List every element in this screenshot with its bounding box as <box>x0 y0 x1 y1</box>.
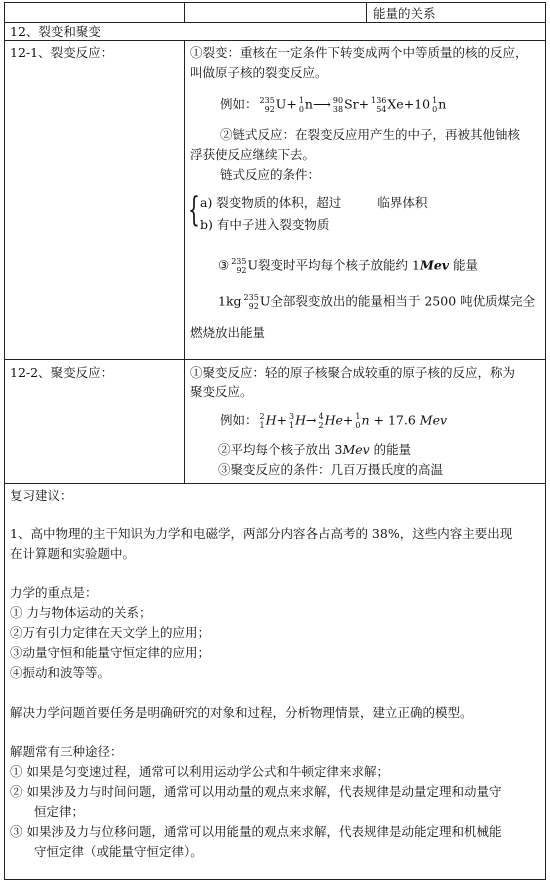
section-title: 12、裂变和聚变 <box>10 24 101 39</box>
chain-reaction-line2: 浮获使反应继续下去。 <box>190 147 316 162</box>
fusion-example: 例如： 2 1 H+ 3 1 H→ 4 2 He+ 1 0 n + 17.6 Mev <box>220 412 448 430</box>
header-cell-energy-relation: 能量的关系 <box>373 6 436 21</box>
condition-b: b) 有中子进入裂变物质 <box>200 217 330 232</box>
mechanics-item-1: ① 力与物体运动的关系； <box>10 605 152 620</box>
way-2-line1: ② 如果涉及力与时间问题，通常可以用动量的观点来求解，代表规律是动量定理和动量守 <box>10 784 502 799</box>
fission-label: 12-1、裂变反应： <box>10 45 114 60</box>
table-border-left <box>4 2 5 880</box>
fission-example: 例如： 235 92 U+ 1 0 n⟶ 90 38 Sr+ 136 54 Xe+10 1 0 n <box>220 96 447 114</box>
fission-energy-per-nucleon: ③ 235 92 U裂变时平均每个核子放能约 1Mev 能量 <box>218 257 479 275</box>
way-3-line1: ③ 如果涉及力与位移问题，通常可以用能量的观点来求解，代表规律是动能定理和机械能 <box>10 824 502 839</box>
condition-a: a) 裂变物质的体积，超过 临界体积 <box>200 195 428 210</box>
col-divider-main-1 <box>184 40 185 360</box>
mechanics-item-3: ③动量守恒和能量守恒定律的应用； <box>10 645 211 660</box>
fission-energy-1kg: 1kg 235 92 U全部裂变放出的能量相当于 2500 吨优质煤完全 <box>218 293 536 311</box>
col-divider-a <box>184 2 185 23</box>
review-p1-line1: 1、高中物理的主干知识为力学和电磁学，两部分内容各占高考的 38%，这些内容主要出现 <box>10 526 513 541</box>
condition-brace: { <box>188 190 200 230</box>
row-divider-2 <box>4 40 546 41</box>
table-border-right <box>545 2 546 880</box>
mechanics-title: 力学的重点是： <box>10 585 98 600</box>
col-divider-b <box>366 2 367 23</box>
row-divider-3 <box>4 359 546 360</box>
fusion-label: 12-2、聚变反应： <box>10 365 114 380</box>
fusion-def-line2: 聚变反应。 <box>190 384 253 399</box>
way-1: ① 如果是匀变速过程，通常可以利用运动学公式和牛顿定律来求解； <box>10 764 389 779</box>
review-p1-line2: 在计算题和实验题中。 <box>10 546 136 561</box>
fusion-def-line1: ①聚变反应：轻的原子核聚合成较重的原子核的反应，称为 <box>190 365 516 380</box>
row-divider-4 <box>4 483 546 484</box>
fusion-item3: ③聚变反应的条件：几百万摄氏度的高温 <box>218 462 444 477</box>
mechanics-item-2: ②万有引力定律在天文学上的应用； <box>10 625 211 640</box>
fission-def-line1: ①裂变：重核在一定条件下转变成两个中等质量的核的反应， <box>190 45 528 60</box>
review-title: 复习建议： <box>10 488 73 503</box>
way-2-line2: 恒定律； <box>34 804 85 819</box>
table-border-bottom <box>4 879 546 880</box>
chain-reaction-line1: ②链式反应：在裂变反应用产生的中子，再被其他铀核 <box>220 127 521 142</box>
fission-energy-1kg-line2: 燃烧放出能量 <box>190 325 266 340</box>
col-divider-main-2 <box>184 359 185 484</box>
fusion-item2: ②平均每个核子放出 3Mev 的能量 <box>218 442 412 457</box>
review-p2: 解决力学问题首要任务是明确研究的对象和过程，分析物理情景，建立正确的模型。 <box>10 705 473 720</box>
mechanics-item-4: ④振动和波等等。 <box>10 665 111 680</box>
way-3-line2: 守恒定律（或能量守恒定律）。 <box>34 844 203 859</box>
fission-def-line2: 叫做原子核的裂变反应。 <box>190 65 328 80</box>
chain-condition-title: 链式反应的条件： <box>220 167 321 182</box>
row-divider-1 <box>4 22 546 23</box>
table-border-top <box>4 2 546 3</box>
ways-title: 解题常有三种途径： <box>10 744 123 759</box>
